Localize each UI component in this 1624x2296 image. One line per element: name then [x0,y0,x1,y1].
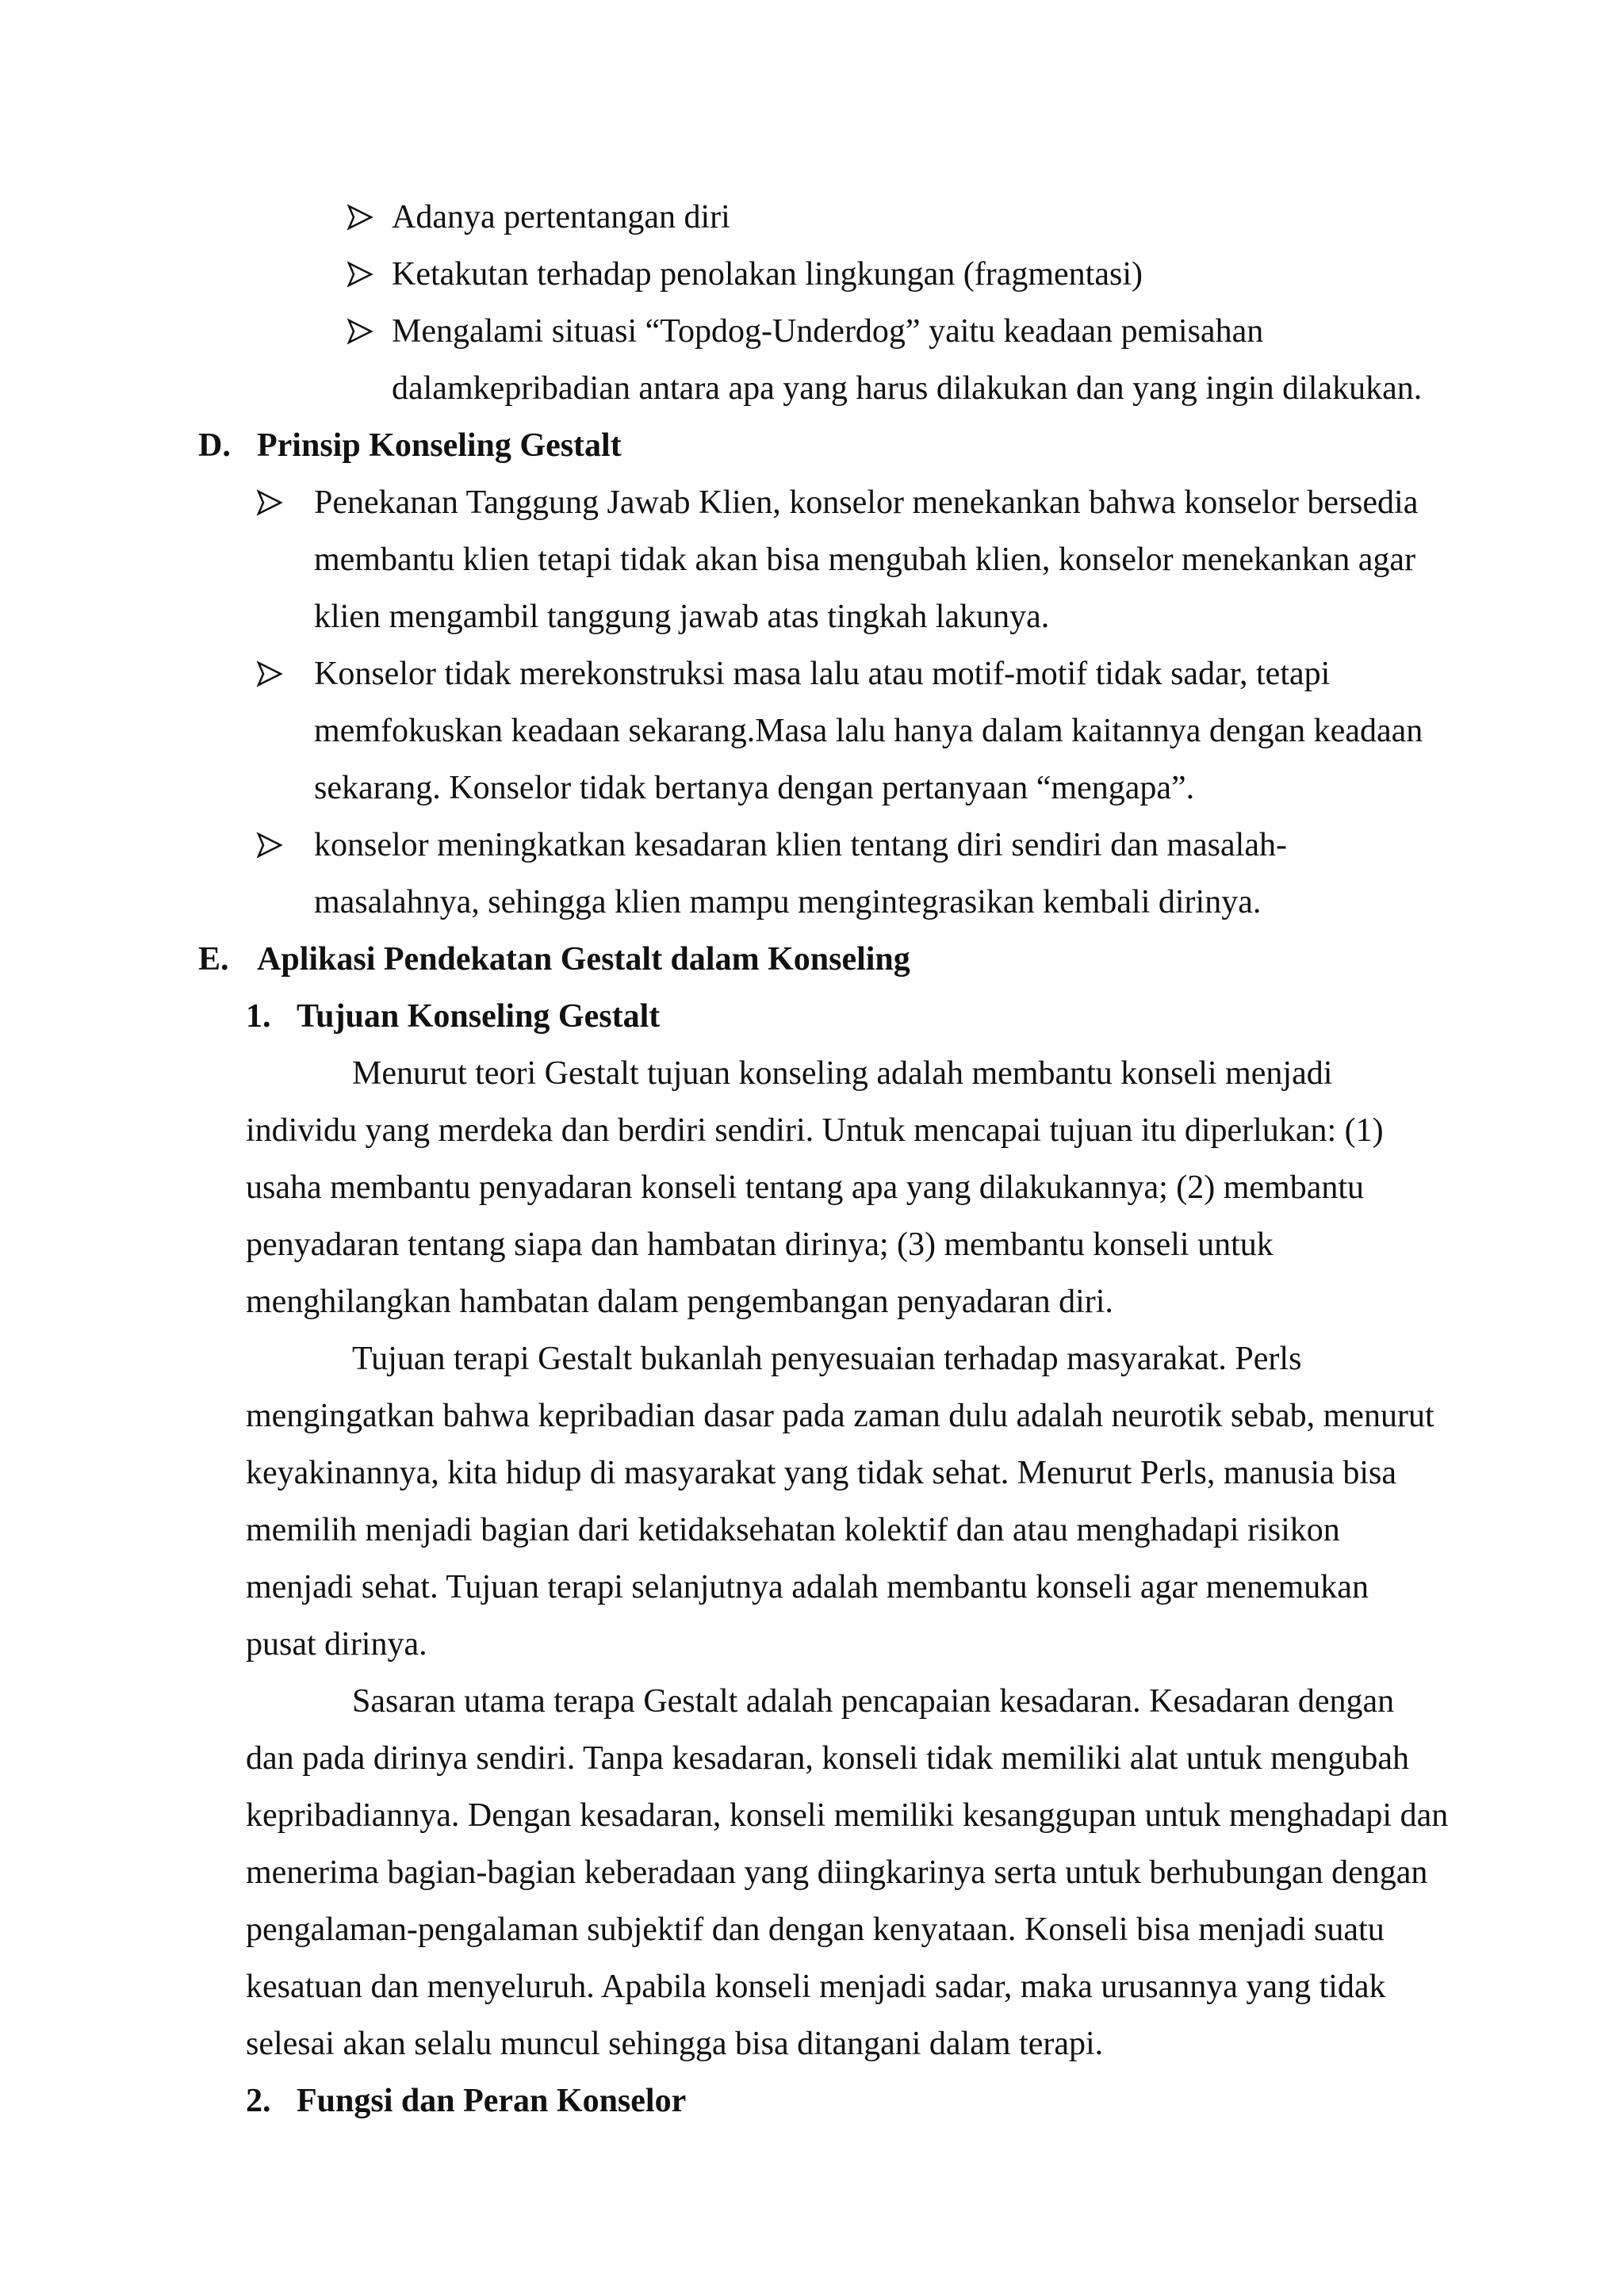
subsection-number: 2. [246,2083,271,2119]
paragraph-line: selesai akan selalu muncul sehingga bisa ditangani dalam terapi. [246,2026,1104,2062]
bullet-text: klien mengambil tanggung jawab atas tingkah lakunya. [314,599,1050,635]
arrow-bullet-icon [346,203,374,232]
bullet-text: Ketakutan terhadap penolakan lingkungan (fragmentasi) [392,256,1143,293]
paragraph-line: keyakinannya, kita hidup di masyarakat yang tidak sehat. Menurut Perls, manusia bisa [246,1455,1396,1491]
bullet-text: sekarang. Konselor tidak bertanya dengan pertanyaan “mengapa”. [314,770,1195,806]
paragraph-line: pengalaman-pengalaman subjektif dan dengan kenyataan. Konseli bisa menjadi suatu [246,1911,1385,1948]
bullet-text: Adanya pertentangan diri [392,199,730,235]
paragraph-line: pusat dirinya. [246,1626,427,1663]
subsection-number: 1. [246,998,271,1035]
arrow-bullet-icon [346,260,374,289]
paragraph-line: menjadi sehat. Tujuan terapi selanjutnya adalah membantu konseli agar menemukan [246,1569,1369,1605]
section-heading: Prinsip Konseling Gestalt [257,427,622,464]
subsection-heading: Fungsi dan Peran Konselor [297,2083,687,2119]
bullet-text: masalahnya, sehingga klien mampu mengintegrasikan kembali dirinya. [314,884,1262,920]
paragraph-line: kesatuan dan menyeluruh. Apabila konseli menjadi sadar, maka urusannya yang tidak [246,1969,1386,2005]
bullet-text: Penekanan Tanggung Jawab Klien, konselor menekankan bahwa konselor bersedia [314,484,1419,521]
paragraph-line: menghilangkan hambatan dalam pengembangan penyadaran diri. [246,1284,1113,1320]
bullet-text: konselor meningkatkan kesadaran klien tentang diri sendiri dan masalah- [314,827,1287,863]
section-heading: Aplikasi Pendekatan Gestalt dalam Konseling [257,941,910,978]
bullet-text: dalamkepribadian antara apa yang harus dilakukan dan yang ingin dilakukan. [392,370,1423,407]
paragraph-line: penyadaran tentang siapa dan hambatan dirinya; (3) membantu konseli untuk [246,1226,1274,1263]
arrow-bullet-icon [255,660,284,688]
paragraph-line: memilih menjadi bagian dari ketidaksehatan kolektif dan atau menghadapi risikon [246,1512,1340,1548]
bullet-text: Mengalami situasi “Topdog-Underdog” yaitu keadaan pemisahan [392,313,1264,350]
bullet-text: membantu klien tetapi tidak akan bisa mengubah klien, konselor menekankan agar [314,541,1416,578]
paragraph-line: dan pada dirinya sendiri. Tanpa kesadaran, konseli tidak memiliki alat untuk mengubah [246,1740,1410,1777]
arrow-bullet-icon [255,831,284,859]
section-letter: E. [198,941,229,978]
paragraph-line: Sasaran utama terapa Gestalt adalah pencapaian kesadaran. Kesadaran dengan [352,1683,1395,1720]
paragraph-line: Tujuan terapi Gestalt bukanlah penyesuaian terhadap masyarakat. Perls [352,1341,1302,1377]
arrow-bullet-icon [255,488,284,517]
paragraph-line: mengingatkan bahwa kepribadian dasar pada zaman dulu adalah neurotik sebab, menurut [246,1398,1434,1434]
paragraph-line: individu yang merdeka dan berdiri sendiri. Untuk mencapai tujuan itu diperlukan: (1) [246,1112,1384,1149]
paragraph-line: menerima bagian-bagian keberadaan yang diingkarinya serta untuk berhubungan dengan [246,1854,1428,1891]
subsection-heading: Tujuan Konseling Gestalt [297,998,661,1035]
arrow-bullet-icon [346,317,374,346]
section-letter: D. [198,427,231,464]
paragraph-line: kepribadiannya. Dengan kesadaran, konseli memiliki kesanggupan untuk menghadapi dan [246,1797,1449,1834]
paragraph-line: Menurut teori Gestalt tujuan konseling adalah membantu konseli menjadi [352,1055,1333,1092]
bullet-text: Konselor tidak merekonstruksi masa lalu atau motif-motif tidak sadar, tetapi [314,656,1331,692]
paragraph-line: usaha membantu penyadaran konseli tentang apa yang dilakukannya; (2) membantu [246,1169,1365,1206]
bullet-text: memfokuskan keadaan sekarang.Masa lalu hanya dalam kaitannya dengan keadaan [314,713,1423,749]
